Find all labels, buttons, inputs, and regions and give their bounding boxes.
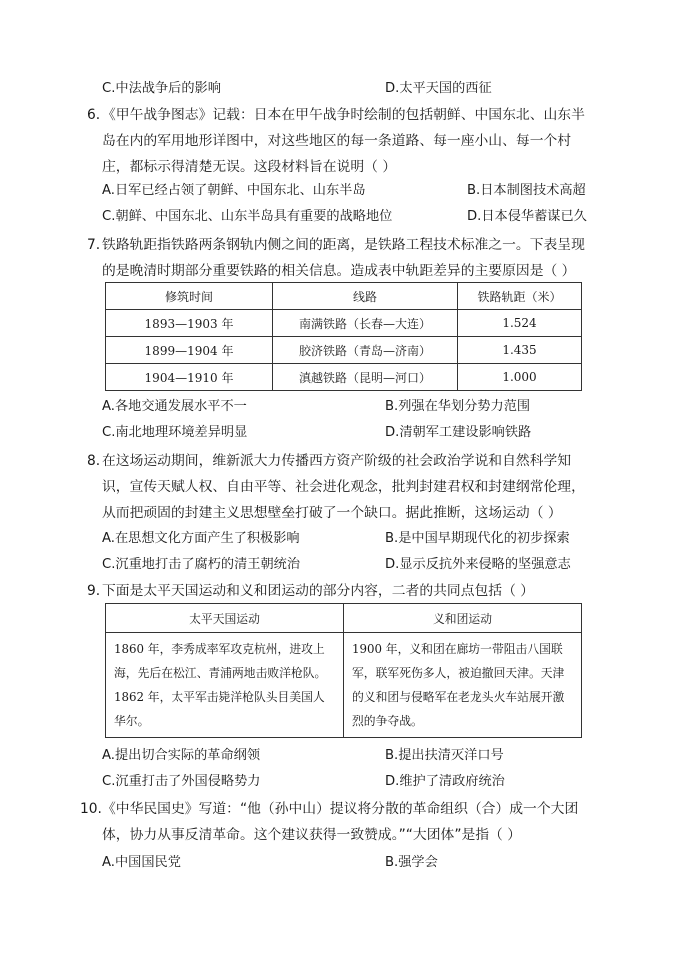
q8-option-a: A.在思想文化方面产生了积极影响 bbox=[102, 531, 300, 546]
table-header: 太平天国运动 bbox=[106, 604, 344, 633]
q7-gauge-table bbox=[105, 282, 582, 391]
table-cell: 南满铁路（长春—大连） bbox=[273, 310, 458, 337]
table-cell: 1904—1910 年 bbox=[106, 364, 273, 391]
table-cell: 1.435 bbox=[458, 337, 582, 364]
table-header-row bbox=[106, 283, 582, 310]
q5-option-c: C.中法战争后的影响 bbox=[102, 81, 221, 96]
q9-number: 9. bbox=[87, 583, 101, 599]
q10-option-a: A.中国国民党 bbox=[102, 855, 181, 870]
q8-options-row-2 bbox=[102, 554, 592, 576]
q7-options-row-2 bbox=[102, 422, 592, 444]
q9-option-c: C.沉重打击了外国侵略势力 bbox=[102, 774, 261, 789]
q10-options-row-1 bbox=[102, 852, 592, 874]
table-cell: 滇越铁路（昆明—河口） bbox=[273, 364, 458, 391]
table-cell: 1.000 bbox=[458, 364, 582, 391]
table-header: 修筑时间 bbox=[106, 283, 273, 310]
q10-number: 10. bbox=[80, 801, 102, 817]
q6-stem bbox=[87, 102, 588, 180]
q6-options-row-2 bbox=[102, 206, 592, 228]
table-cell: 1900 年，义和团在廊坊一带阻击八国联军，联军死伤多人，被迫撤回天津。天津的义和团与侵略军在老龙头火车站展开激烈的争夺战。 bbox=[344, 633, 582, 738]
q7-text: 铁路轨距指铁路两条钢轨内侧之间的距离，是铁路工程技术标准之一。下表呈现的是晚清时期部分重要铁路的相关信息。造成表中轨距差异的主要原因是（ ） bbox=[102, 237, 585, 279]
q9-option-a: A.提出切合实际的革命纲领 bbox=[102, 748, 261, 763]
q6-option-a: A.日军已经占领了朝鲜、中国东北、山东半岛 bbox=[102, 183, 366, 198]
table-row bbox=[106, 364, 582, 391]
q7-option-a: A.各地交通发展水平不一 bbox=[102, 399, 247, 414]
q8-text: 在这场运动期间，维新派大力传播西方资产阶级的社会政治学说和自然科学知识，宣传天赋人权、自由平等、社会进化观念，批判封建君权和封建纲常伦理，从而把顽固的封建主义思想壁垒打破了一个缺口。据此推断，这场运动（ ） bbox=[102, 453, 585, 521]
q7-number: 7. bbox=[87, 237, 101, 253]
q7-option-d: D.清朝军工建设影响铁路 bbox=[385, 425, 532, 440]
q9-options-row-2 bbox=[102, 771, 592, 793]
q8-option-d: D.显示反抗外来侵略的坚强意志 bbox=[385, 557, 571, 572]
q5-options-row bbox=[102, 78, 592, 100]
q10-text: 《中华民国史》写道：“他（孙中山）提议将分散的革命组织（合）成一个大团体，协力从事反清革命。这个建议获得一致赞成。”“大团体”是指（ ） bbox=[102, 801, 579, 843]
q8-option-c: C.沉重地打击了腐朽的清王朝统治 bbox=[102, 557, 301, 572]
q9-stem bbox=[87, 578, 588, 604]
q8-options-row-1 bbox=[102, 528, 592, 550]
q9-option-d: D.维护了清政府统治 bbox=[385, 774, 505, 789]
q6-options-row-1 bbox=[102, 180, 592, 202]
q9-text: 下面是太平天国运动和义和团运动的部分内容，二者的共同点包括（ ） bbox=[102, 583, 535, 599]
q7-stem bbox=[87, 232, 588, 284]
table-cell: 1.524 bbox=[458, 310, 582, 337]
q7-options-row-1 bbox=[102, 396, 592, 418]
table-cell: 1860 年，李秀成率军攻克杭州，进攻上海，先后在松江、青浦两地击败洋枪队。1862 年，太平军击毙洋枪队头目美国人华尔。 bbox=[106, 633, 344, 738]
table-header: 铁路轨距（米） bbox=[458, 283, 582, 310]
table-header-row bbox=[106, 604, 582, 633]
q6-option-d: D.日本侵华蓄谋已久 bbox=[467, 209, 587, 224]
q7-option-c: C.南北地理环境差异明显 bbox=[102, 425, 248, 440]
table-cell: 1893—1903 年 bbox=[106, 310, 273, 337]
q9-comparison-table bbox=[105, 603, 582, 738]
table-row bbox=[106, 310, 582, 337]
q10-stem bbox=[80, 796, 588, 848]
table-header: 义和团运动 bbox=[344, 604, 582, 633]
q9-options-row-1 bbox=[102, 745, 592, 767]
q6-option-c: C.朝鲜、中国东北、山东半岛具有重要的战略地位 bbox=[102, 209, 393, 224]
q6-option-b: B.日本制图技术高超 bbox=[467, 183, 586, 198]
q5-option-d: D.太平天国的西征 bbox=[385, 81, 492, 96]
q10-option-b: B.强学会 bbox=[385, 855, 438, 870]
table-header: 线路 bbox=[273, 283, 458, 310]
table-row bbox=[106, 633, 582, 738]
q6-text: 《甲午战争图志》记载：日本在甲午战争时绘制的包括朝鲜、中国东北、山东半岛在内的军用地形详图中，对这些地区的每一条道路、每一座小山、每一个村庄，都标示得清楚无误。这段材料旨在说明（ ） bbox=[102, 107, 585, 175]
q6-number: 6. bbox=[87, 107, 101, 123]
q8-option-b: B.是中国早期现代化的初步探索 bbox=[385, 531, 570, 546]
q7-option-b: B.列强在华划分势力范围 bbox=[385, 399, 531, 414]
q8-number: 8. bbox=[87, 453, 101, 469]
table-cell: 1899—1904 年 bbox=[106, 337, 273, 364]
table-cell: 胶济铁路（青岛—济南） bbox=[273, 337, 458, 364]
table-row bbox=[106, 337, 582, 364]
q9-option-b: B.提出扶清灭洋口号 bbox=[385, 748, 504, 763]
q8-stem bbox=[87, 448, 588, 526]
